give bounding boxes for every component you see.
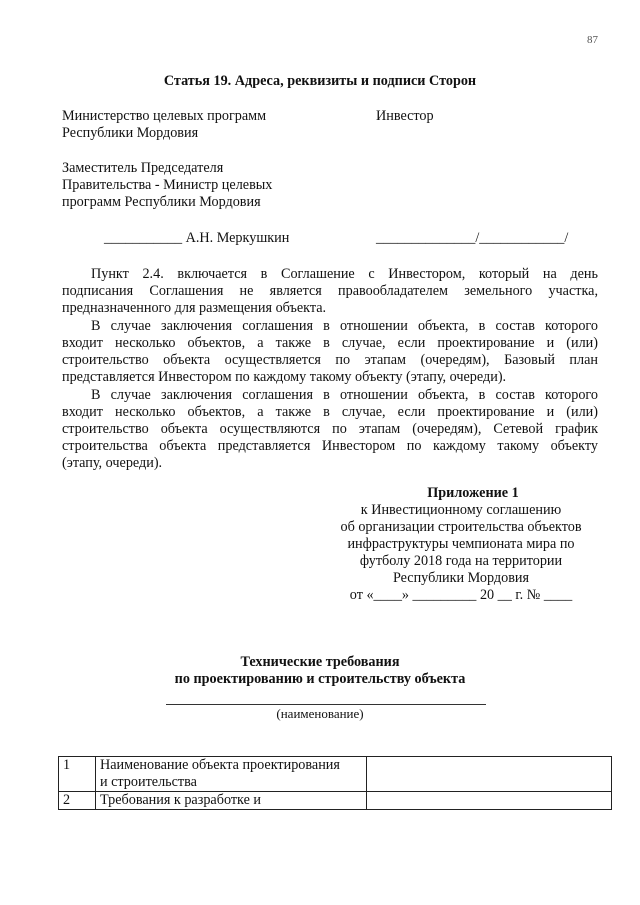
party-left-org-line1: Министерство целевых программ [62,108,267,124]
appendix-line2: об организации строительства объектов [340,519,582,535]
row-value [367,757,612,792]
appendix-line4: футболу 2018 года на территории [359,553,563,569]
name-caption: (наименование) [276,706,364,721]
appendix-heading: Приложение 1 [427,485,519,501]
row-label-line1: Наименование объекта проектирования [100,757,340,773]
paragraph-2-line1: В случае заключения соглашения в отношении объекта, в состав которого [91,318,598,334]
appendix-date-line: от «____» _________ 20 __ г. № ____ [349,587,573,603]
paragraph-1-line3: предназначенного для размещения объекта. [62,300,327,316]
row-label [96,757,367,792]
appendix-line5: Республики Мордовия [392,570,530,586]
paragraph-2-line2: входит несколько объектов, а также в случае, если проектирование и (или) [62,335,598,351]
paragraph-3-line5: (этапу, очереди). [62,455,163,471]
appendix-line1: к Инвестиционному соглашению [360,502,562,518]
paragraph-1-line2: подписания Соглашения не является правообладателем земельного участка, [62,283,598,299]
requirements-table [58,756,612,810]
paragraph-3-line1: В случае заключения соглашения в отношении объекта, в состав которого [91,387,598,403]
name-underline [166,704,486,705]
party-right-org: Инвестор [376,108,434,124]
party-right-signature: ______________/____________/ [376,230,569,246]
page-number: 87 [587,34,598,46]
party-left-position-line2: Правительства - Министр целевых [62,177,273,193]
party-left-position-line3: программ Республики Мордовия [62,194,261,210]
tech-title-line2: по проектированию и строительству объекта [174,671,466,687]
party-left-position-line1: Заместитель Председателя [62,160,224,176]
paragraph-1-line1: Пункт 2.4. включается в Соглашение с Инвестором, который на день [91,266,598,282]
row-label-line2: и строительства [100,774,197,790]
party-left-signature: ___________ А.Н. Меркушкин [104,230,290,246]
row-label [96,792,367,810]
row-number: 2 [59,792,96,810]
appendix-line3: инфраструктуры чемпионата мира по [347,536,575,552]
paragraph-3-line3: строительство объекта осуществляются по этапам (очередям), Сетевой график [62,421,598,437]
table-row [59,792,612,810]
paragraph-3-line2: входит несколько объектов, а также в случае, если проектирование и (или) [62,404,598,420]
row-label-line1: Требования к разработке и [100,792,262,808]
table-row [59,757,612,792]
party-left-org-line2: Республики Мордовия [62,125,199,141]
paragraph-2-line3: строительство объекта осуществляется по этапам (очередям), Базовый план [62,352,598,368]
row-value [367,792,612,810]
paragraph-3-line4: строительства объекта представляется Инвестором по каждому такому объекту [62,438,598,454]
paragraph-2-line4: представляется Инвестором по каждому такому объекту (этапу, очереди). [62,369,507,385]
article-title: Статья 19. Адреса, реквизиты и подписи Сторон [163,73,477,89]
tech-title-line1: Технические требования [240,654,400,670]
row-number: 1 [59,757,96,792]
